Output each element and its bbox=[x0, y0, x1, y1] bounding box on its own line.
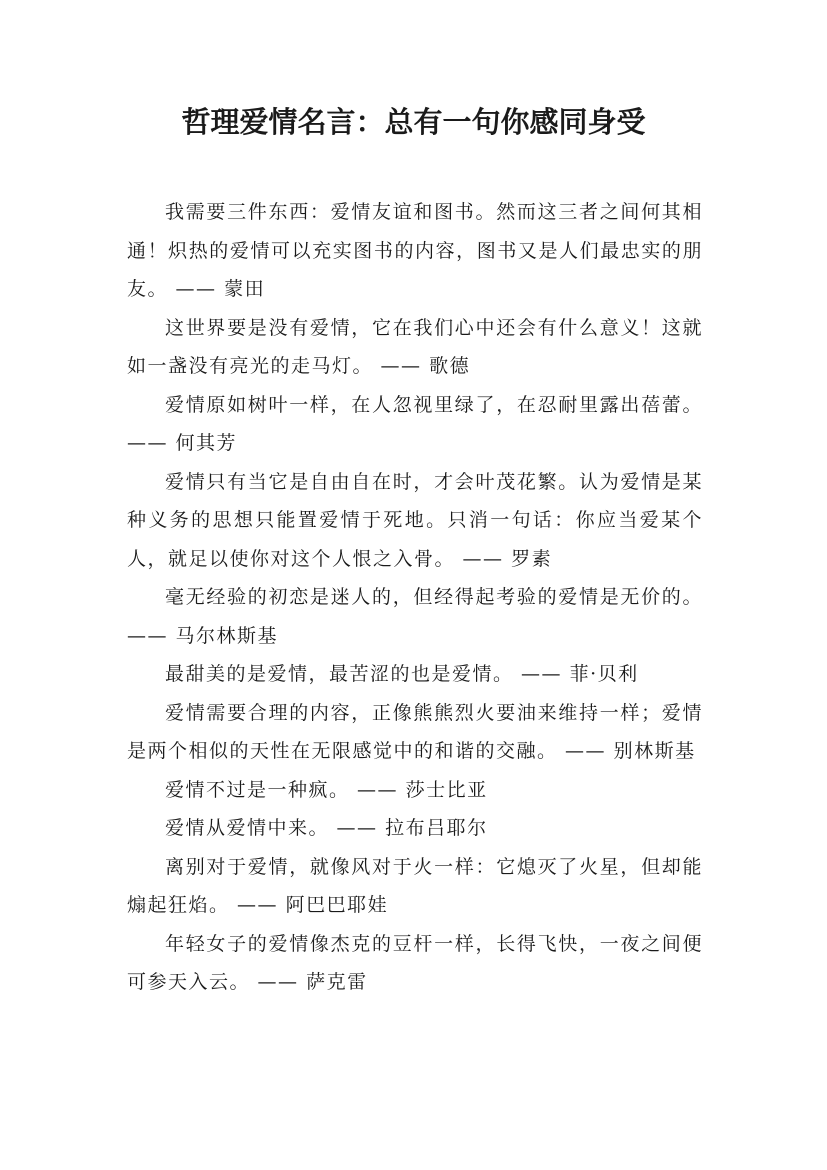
quote-paragraph: 这世界要是没有爱情，它在我们心中还会有什么意义！这就如一盏没有亮光的走马灯。 —— 歌德 bbox=[127, 316, 703, 377]
quote-paragraph: 爱情原如树叶一样，在人忽视里绿了，在忍耐里露出蓓蕾。 —— 何其芳 bbox=[127, 393, 703, 454]
quote-paragraph: 爱情不过是一种疯。 —— 莎士比亚 bbox=[165, 778, 488, 801]
document-body bbox=[127, 193, 703, 1002]
quote-paragraph: 我需要三件东西：爱情友谊和图书。然而这三者之间何其相通！炽热的爱情可以充实图书的内容，图书又是人们最忠实的朋友。 —— 蒙田 bbox=[127, 201, 703, 300]
quote-paragraph: 离别对于爱情，就像风对于火一样：它熄灭了火星，但却能煽起狂焰。 —— 阿巴巴耶娃 bbox=[127, 855, 703, 916]
quote-paragraph: 爱情只有当它是自由自在时，才会叶茂花繁。认为爱情是某种义务的思想只能置爱情于死地。只消一句话：你应当爱某个人，就足以使你对这个人恨之入骨。 —— 罗素 bbox=[127, 470, 703, 570]
quote-paragraph: 毫无经验的初恋是迷人的，但经得起考验的爱情是无价的。 —— 马尔林斯基 bbox=[127, 586, 703, 647]
quote-paragraph: 爱情需要合理的内容，正像熊熊烈火要油来维持一样；爱情是两个相似的天性在无限感觉中的和谐的交融。 —— 别林斯基 bbox=[127, 701, 703, 762]
quote-paragraph: 爱情从爱情中来。 —— 拉布吕耶尔 bbox=[165, 817, 488, 839]
document-title: 哲理爱情名言：总有一句你感同身受 bbox=[181, 105, 646, 139]
quote-paragraph: 年轻女子的爱情像杰克的豆杆一样，长得飞快，一夜之间便可参天入云。 —— 萨克雷 bbox=[127, 932, 703, 993]
quote-paragraph: 最甜美的是爱情，最苦涩的也是爱情。 —— 菲·贝利 bbox=[165, 663, 639, 685]
